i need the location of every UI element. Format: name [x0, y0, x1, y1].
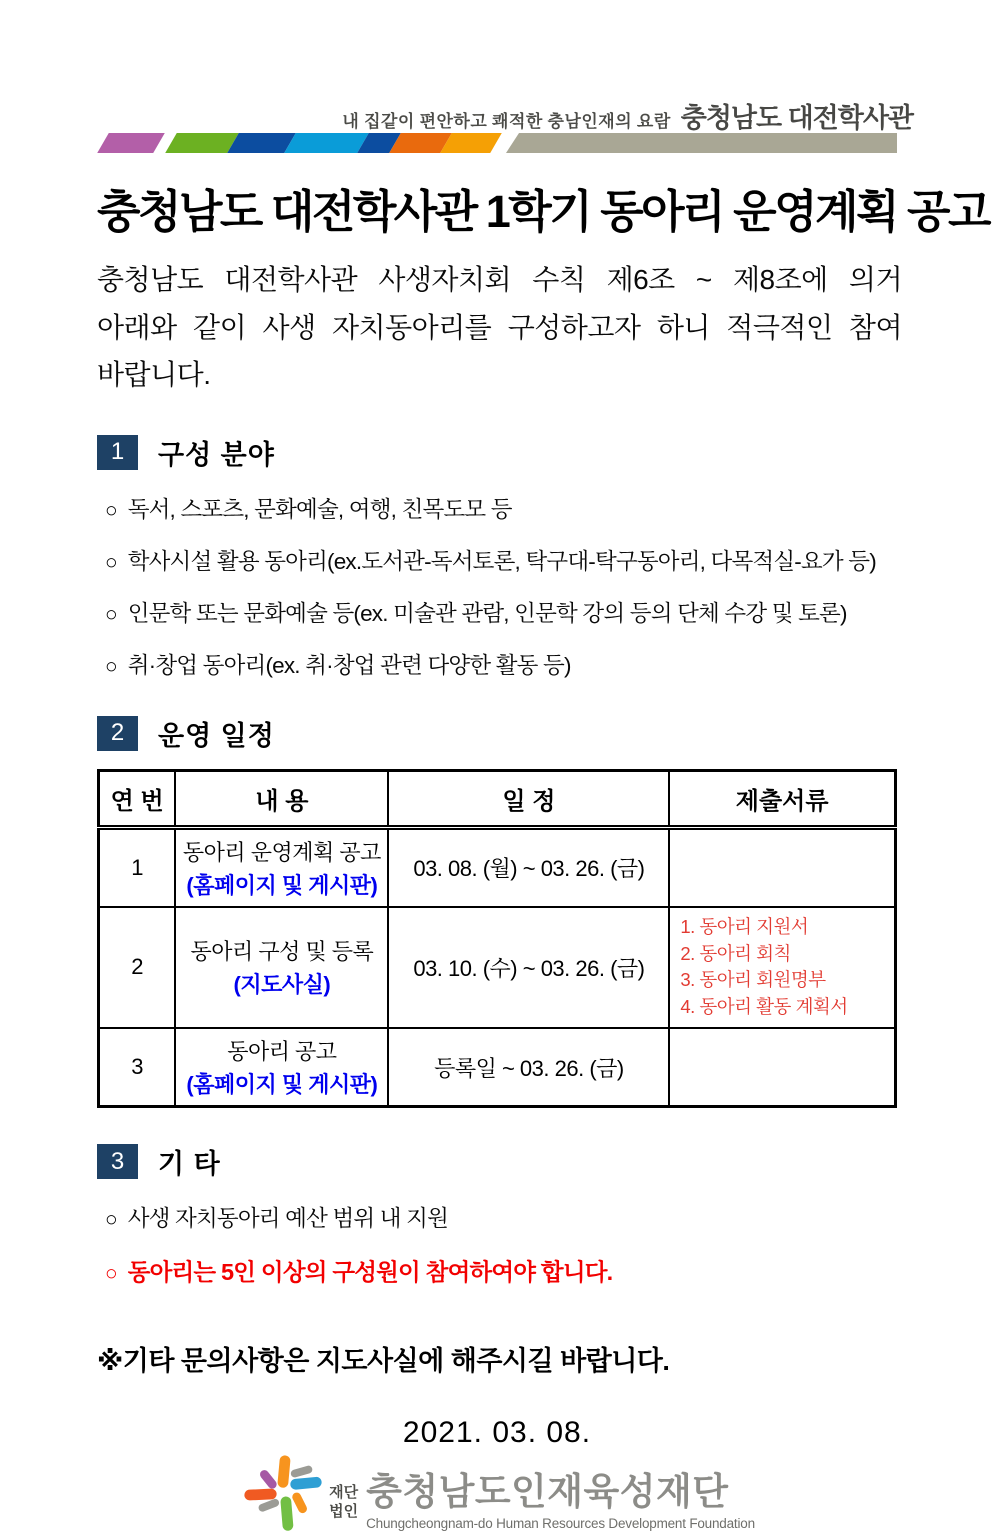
- document-date: 2021. 03. 08.: [402, 1416, 592, 1450]
- pinwheel-logo-icon: [239, 1452, 327, 1540]
- column-header-schedule: 일 정: [388, 770, 669, 827]
- circle-bullet-icon: ○: [105, 550, 118, 574]
- list-item: [97, 544, 897, 576]
- stripe-segment-purple: [97, 133, 165, 153]
- list-item: [97, 1201, 897, 1233]
- document-item: 1. 동아리 지원서: [680, 915, 809, 937]
- content-sub: (홈페이지 및 게시판): [186, 1072, 378, 1098]
- circle-bullet-icon: ○: [105, 602, 118, 626]
- circle-bullet-icon: ○: [105, 1208, 118, 1232]
- stripe-segment-gray: [506, 133, 897, 153]
- content-main: 동아리 운영계획 공고: [182, 839, 381, 865]
- cell-no: 2: [99, 907, 176, 1028]
- petal-top: [283, 1461, 285, 1483]
- petal-top-left: [265, 1475, 273, 1485]
- cell-content: [175, 1028, 388, 1107]
- header-stripe: [97, 133, 897, 153]
- table-row: [99, 1028, 896, 1107]
- section-number-badge: 3: [97, 1144, 138, 1179]
- section-3-label: 기 타: [158, 1149, 221, 1180]
- petal-upper-right: [295, 1470, 309, 1474]
- cell-content: [175, 907, 388, 1028]
- section-number-badge: 2: [97, 716, 138, 751]
- document-item: 4. 동아리 활동 계획서: [680, 996, 848, 1018]
- cell-documents: [669, 827, 895, 907]
- section-3-heading: [97, 1142, 897, 1181]
- table-row: [99, 827, 896, 907]
- column-header-no: 연 번: [99, 770, 176, 827]
- foundation-logo: [97, 1452, 897, 1540]
- section-3-bullets: [97, 1201, 897, 1287]
- document-item: 2. 동아리 회칙: [680, 942, 791, 964]
- petal-left: [250, 1494, 272, 1495]
- stripe-segment-orange: [440, 133, 502, 153]
- cell-documents: [669, 907, 895, 1028]
- org-name-english: Chungcheongnam-do Human Resources Development Foundation: [366, 1516, 755, 1532]
- cell-schedule: 등록일 ~ 03. 26. (금): [388, 1028, 669, 1107]
- bullet-text: 취·창업 동아리(ex. 취·창업 관련 다양한 활동 등): [127, 652, 571, 678]
- org-prefix-line1: 재단: [329, 1484, 359, 1502]
- petal-right: [296, 1482, 317, 1484]
- circle-bullet-icon: ○: [105, 654, 118, 678]
- stripe-segment-light-blue: [284, 133, 369, 153]
- cell-no: 3: [99, 1028, 176, 1107]
- list-item: [97, 492, 897, 524]
- document-item: 3. 동아리 회원명부: [680, 969, 826, 991]
- petal-lower-right: [297, 1497, 303, 1509]
- section-1-heading: [97, 433, 897, 472]
- org-prefix-line2: 법인: [329, 1503, 359, 1521]
- content-main: 동아리 구성 및 등록: [190, 939, 374, 965]
- content-sub: (지도사실): [233, 972, 331, 998]
- org-name-korean: 충청남도인재육성재단: [366, 1471, 729, 1513]
- header-brand: 충청남도 대전학사관: [680, 103, 913, 133]
- list-item-alert: [97, 1253, 897, 1287]
- org-prefix: [329, 1484, 358, 1522]
- bullet-text: 학사시설 활용 동아리(ex.도서관-독서토론, 탁구대-탁구동아리, 다목적실-요가 등): [127, 548, 876, 574]
- petal-bottom-left: [263, 1503, 276, 1508]
- header: [97, 96, 913, 133]
- header-tagline: 내 집같이 편안하고 쾌적한 충남인재의 요람: [342, 112, 671, 131]
- section-1-label: 구성 분야: [158, 439, 275, 470]
- circle-bullet-icon: ○: [105, 1262, 118, 1286]
- page-title: 충청남도 대전학사관 1학기 동아리 운영계획 공고: [97, 186, 989, 237]
- content-main: 동아리 공고: [227, 1039, 337, 1065]
- schedule-table: [97, 769, 897, 1108]
- section-1-bullets: [97, 492, 897, 680]
- list-item: [97, 596, 897, 628]
- bullet-text: 인문학 또는 문화예술 등(ex. 미술관 관람, 인문학 강의 등의 단체 수강 및 토론): [127, 600, 847, 626]
- petal-bottom: [286, 1502, 288, 1525]
- alert-text: 동아리는 5인 이상의 구성원이 참여하여야 합니다.: [127, 1259, 613, 1286]
- column-header-documents: 제출서류: [669, 770, 895, 827]
- section-2-label: 운영 일정: [158, 720, 275, 751]
- cell-no: 1: [99, 827, 176, 907]
- cell-schedule: 03. 10. (수) ~ 03. 26. (금): [388, 907, 669, 1028]
- column-header-content: 내 용: [175, 770, 388, 827]
- cell-schedule: 03. 08. (월) ~ 03. 26. (금): [388, 827, 669, 907]
- intro-paragraph: 충청남도 대전학사관 사생자치회 수칙 제6조 ~ 제8조에 의거 아래와 같이 사생 자치동아리를 구성하고자 하니 적극적인 참여 바랍니다.: [97, 264, 902, 391]
- cell-content: [175, 827, 388, 907]
- cell-documents: [669, 1028, 895, 1107]
- content-sub: (홈페이지 및 게시판): [186, 872, 378, 898]
- circle-bullet-icon: ○: [105, 498, 118, 522]
- org-names: [366, 1461, 755, 1531]
- section-number-badge: 1: [97, 435, 138, 470]
- bullet-text: 독서, 스포츠, 문화예술, 여행, 친목도모 등: [127, 496, 512, 522]
- table-row: [99, 907, 896, 1028]
- list-item: [97, 648, 897, 680]
- bullet-text: 사생 자치동아리 예산 범위 내 지원: [127, 1206, 449, 1232]
- footer-note: ※기타 문의사항은 지도사실에 해주시길 바랍니다.: [97, 1346, 670, 1377]
- table-header-row: [99, 770, 896, 827]
- section-2-heading: [97, 714, 897, 753]
